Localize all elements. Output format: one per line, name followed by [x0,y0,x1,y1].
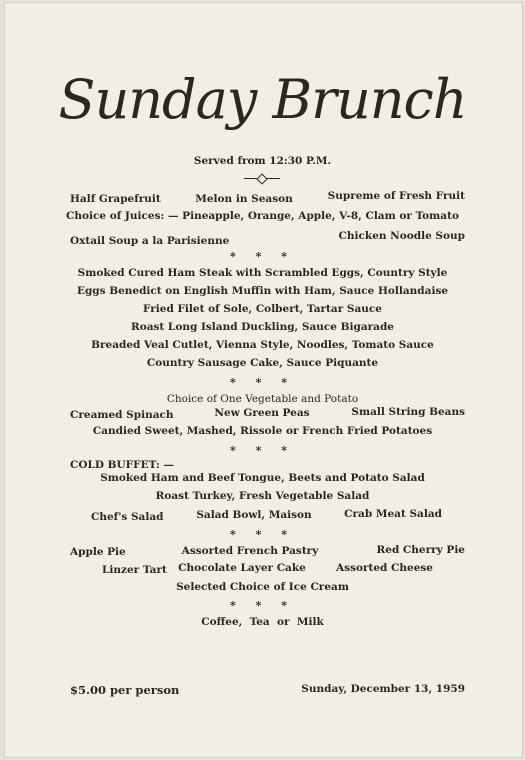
item-apple-pie: Apple Pie [70,546,126,558]
cold-buffet-item-2: Roast Turkey, Fresh Vegetable Salad [155,490,370,502]
item-french-pastry: Assorted French Pastry [181,545,319,557]
item-half-grapefruit: Half Grapefruit [70,193,161,205]
stars-divider-2: * * * [230,376,295,389]
potatoes-line: Candied Sweet, Mashed, Rissole or French Fried Potatoes [92,425,433,437]
menu-date: Sunday, December 13, 1959 [301,683,465,695]
item-melon: Melon in Season [195,193,293,205]
entree-1: Smoked Cured Ham Steak with Scrambled Eggs, Country Style [77,267,448,279]
entree-3: Fried Filet of Sole, Colbert, Tartar Sauce [143,303,382,315]
entree-6: Country Sausage Cake, Sauce Piquante [146,357,379,369]
entree-4: Roast Long Island Duckling, Sauce Bigarade [130,321,394,333]
entree-5: Breaded Veal Cutlet, Vienna Style, Noodles, Tomato Sauce [91,339,434,351]
item-chicken-noodle-soup: Chicken Noodle Soup [338,230,465,242]
menu-title: Sunday Brunch [58,68,467,131]
stars-divider-5: * * * [230,599,295,612]
item-supreme-fruit: Supreme of Fresh Fruit [327,190,465,202]
cold-buffet-label: COLD BUFFET: — [70,459,175,471]
served-time: Served from 12:30 P.M. [193,155,332,167]
item-assorted-cheese: Assorted Cheese [336,562,433,574]
item-crab-meat-salad: Crab Meat Salad [344,508,442,520]
stars-divider-1: * * * [230,250,295,263]
item-new-green-peas: New Green Peas [214,407,310,419]
item-salad-bowl: Salad Bowl, Maison [196,509,312,521]
cold-buffet-item-1: Smoked Ham and Beef Tongue, Beets and Potato Salad [100,472,425,484]
juices-line: Choice of Juices: — Pineapple, Orange, Apple, V-8, Clam or Tomato [66,210,459,222]
vegetable-intro: Choice of One Vegetable and Potato [166,393,359,405]
item-oxtail-soup: Oxtail Soup a la Parisienne [70,235,230,247]
item-linzer-tart: Linzer Tart [102,564,167,576]
stars-divider-3: * * * [230,444,295,457]
item-cherry-pie: Red Cherry Pie [376,544,465,556]
item-layer-cake: Chocolate Layer Cake [178,562,306,574]
item-string-beans: Small String Beans [351,406,465,418]
price: $5.00 per person [70,683,180,697]
item-creamed-spinach: Creamed Spinach [70,409,174,421]
stars-divider-4: * * * [230,528,295,541]
item-chefs-salad: Chef's Salad [91,511,164,523]
beverages-line: Coffee, Tea or Milk [201,616,324,628]
ice-cream-line: Selected Choice of Ice Cream [176,581,349,593]
entree-2: Eggs Benedict on English Muffin with Ham, Sauce Hollandaise [76,285,449,297]
